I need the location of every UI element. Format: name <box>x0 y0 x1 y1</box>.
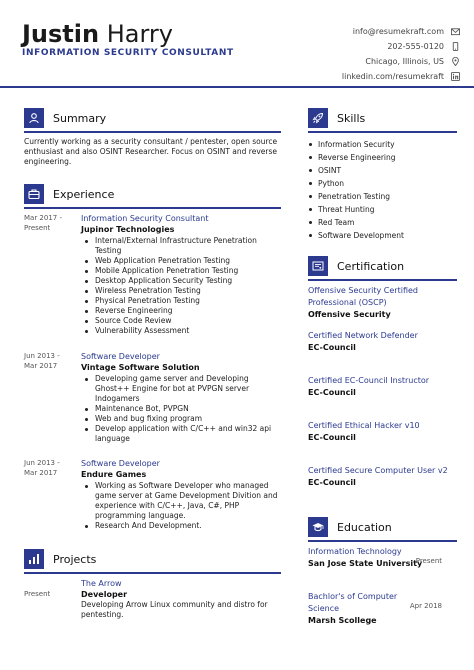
education-title: Education <box>337 520 392 534</box>
bullet-item: Developing game server and Developing Ghost++ Engine for bot at PVPGN server Indogamers <box>81 374 281 404</box>
projects-icon <box>24 549 44 569</box>
cert-item <box>308 420 458 444</box>
entry-org: Jupinor Technologies <box>81 225 175 234</box>
phone-text: 202-555-0120 <box>387 42 444 51</box>
skill-item: Penetration Testing <box>308 190 404 203</box>
bullet-item: Internal/External Infrastructure Penetration Testing <box>81 236 281 256</box>
skills-list <box>308 138 404 242</box>
skill-item: Reverse Engineering <box>308 151 404 164</box>
candidate-name <box>22 20 173 48</box>
contact-location <box>290 54 460 69</box>
bullet-item: Desktop Application Security Testing <box>81 276 281 286</box>
entry-org: Vintage Software Solution <box>81 363 200 372</box>
person-icon <box>24 108 44 128</box>
cert-issuer: EC-Council <box>308 343 356 352</box>
skills-rule <box>308 131 457 133</box>
graduation-cap-icon <box>308 517 328 537</box>
last-name: Harry <box>106 20 174 48</box>
experience-rule <box>24 207 281 209</box>
cert-issuer: EC-Council <box>308 478 356 487</box>
education-date: Apr 2018 <box>409 602 442 610</box>
entry-bullets <box>81 481 281 531</box>
bullet-item: Wireless Penetration Testing <box>81 286 281 296</box>
school: San Jose State University <box>308 559 423 568</box>
certification-heading <box>308 256 404 276</box>
skill-item: Python <box>308 177 404 190</box>
bullet-item: Web Application Penetration Testing <box>81 256 281 266</box>
skills-heading <box>308 108 365 128</box>
certification-title: Certification <box>337 259 405 273</box>
rocket-icon <box>308 108 328 128</box>
cert-name: Offensive Security Certified Professional (OSCP) <box>308 286 418 307</box>
entry-date: Present <box>24 590 51 598</box>
entry-bullets <box>81 236 281 336</box>
cert-item <box>308 330 458 354</box>
cert-item <box>308 285 458 321</box>
contact-linkedin[interactable] <box>290 69 460 84</box>
bullet-item: Reverse Engineering <box>81 306 281 316</box>
bullet-item: Working as Software Developer who managed game server at Game Development Divition and experience with C/C++, Java, C#, PHP programming language. <box>81 481 281 521</box>
summary-rule <box>24 131 281 133</box>
skill-item: Red Team <box>308 216 404 229</box>
cert-issuer: EC-Council <box>308 433 356 442</box>
entry-role: Software Developer <box>81 352 160 361</box>
project-name: The Arrow <box>81 579 122 588</box>
location-pin-icon <box>450 57 460 67</box>
entry-role: Software Developer <box>81 459 160 468</box>
degree: Bachlor's of Computer Science <box>308 592 398 613</box>
bullet-item: Research And Development. <box>81 521 281 531</box>
certification-rule <box>308 279 457 281</box>
entry-date: Jun 2013 - Mar 2017 <box>24 459 60 477</box>
experience-title: Experience <box>53 187 115 201</box>
education-heading <box>308 517 392 537</box>
projects-title: Projects <box>53 552 97 566</box>
education-item <box>308 546 458 570</box>
entry-date: Mar 2017 - Present <box>24 214 62 232</box>
project-desc: Developing Arrow Linux community and distro for pentesting. <box>81 600 268 619</box>
phone-icon <box>450 42 460 52</box>
project-role: Developer <box>81 590 128 599</box>
linkedin-icon <box>450 72 460 82</box>
cert-name: Certified Network Defender <box>308 331 418 340</box>
skills-title: Skills <box>337 111 366 125</box>
cert-name: Certified Ethical Hacker v10 <box>308 421 420 430</box>
envelope-icon <box>450 27 460 37</box>
email-text: info@resumekraft.com <box>352 27 444 36</box>
briefcase-icon <box>24 184 44 204</box>
bullet-item: Source Code Review <box>81 316 281 326</box>
projects-rule <box>24 572 281 574</box>
cert-item <box>308 375 458 399</box>
contact-email[interactable] <box>290 24 460 39</box>
skill-item: Software Development <box>308 229 404 242</box>
bullet-item: Web and bug fixing program <box>81 414 281 424</box>
bullet-item: Develop application with C/C++ and win32 api language <box>81 424 281 444</box>
degree: Information Technology <box>308 547 402 556</box>
school: Marsh Scollege <box>308 616 377 625</box>
education-rule <box>308 540 457 542</box>
linkedin-text: linkedin.com/resumekraft <box>341 72 444 81</box>
summary-text: Currently working as a security consultant / pentester, open source enthusiast and also OSINT Researcher. Focus on OSINT and reverse engineering. <box>24 137 278 166</box>
bullet-item: Vulnerability Assessment <box>81 326 281 336</box>
first-name: Justin <box>22 20 100 48</box>
cert-issuer: EC-Council <box>308 388 356 397</box>
cert-issuer: Offensive Security <box>308 310 391 319</box>
header-divider <box>0 86 474 88</box>
skill-item: OSINT <box>308 164 404 177</box>
contact-phone[interactable] <box>290 39 460 54</box>
experience-heading <box>24 184 114 204</box>
location-text: Chicago, Illinois, US <box>365 57 444 66</box>
cert-name: Certified EC-Council Instructor <box>308 376 430 385</box>
cert-item <box>308 465 458 489</box>
job-title: INFORMATION SECURITY CONSULTANT <box>22 48 234 58</box>
projects-heading <box>24 549 96 569</box>
entry-org: Endure Games <box>81 470 147 479</box>
cert-name: Certified Secure Computer User v2 <box>308 466 448 475</box>
bullet-item: Maintenance Bot, PVPGN <box>81 404 281 414</box>
certificate-icon <box>308 256 328 276</box>
contact-block <box>290 24 460 84</box>
bullet-item: Mobile Application Penetration Testing <box>81 266 281 276</box>
summary-title: Summary <box>53 111 107 125</box>
skill-item: Information Security <box>308 138 404 151</box>
education-date: Present <box>415 557 442 565</box>
entry-bullets <box>81 374 281 444</box>
entry-role: Information Security Consultant <box>81 214 209 223</box>
bullet-item: Physical Penetration Testing <box>81 296 281 306</box>
education-item <box>308 591 458 627</box>
summary-heading <box>24 108 106 128</box>
skill-item: Threat Hunting <box>308 203 404 216</box>
entry-date: Jun 2013 - Mar 2017 <box>24 352 60 370</box>
